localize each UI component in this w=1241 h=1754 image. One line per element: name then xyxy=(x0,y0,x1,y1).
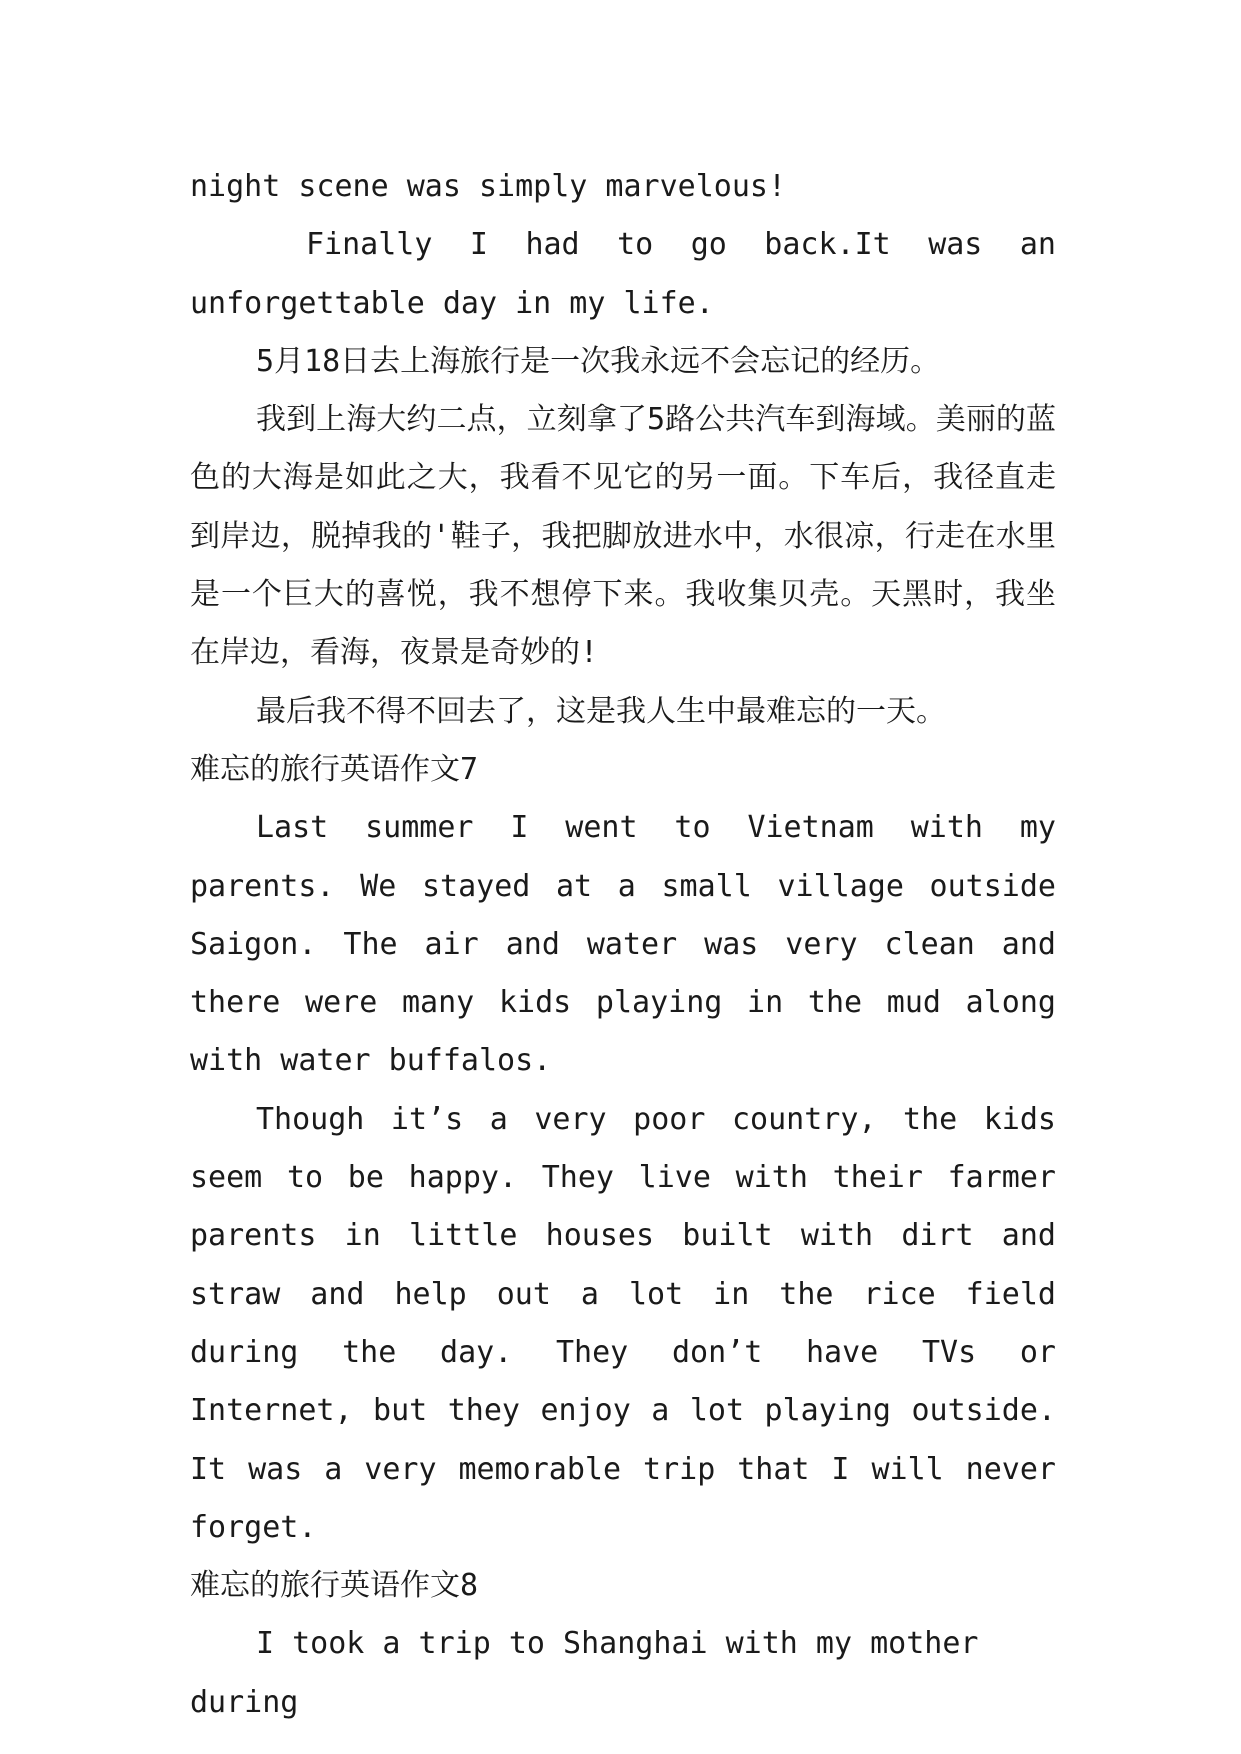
paragraph-continuation: night scene was simply marvelous! xyxy=(190,169,787,204)
word: go xyxy=(690,227,727,263)
paragraph-vietnam-intro: Last summer I went to Vietnam with my parents. We stayed at a small village outside Saigon. The air and water was very clean and there were many kids playing in the mud along with water buffalos. xyxy=(190,810,1056,1079)
essay-heading-7: 难忘的旅行英语作文7 xyxy=(190,751,479,787)
paragraph-chinese-closing: 最后我不得不回去了，这是我人生中最难忘的一天。 xyxy=(256,693,946,729)
paragraph-chinese-body: 我到上海大约二点，立刻拿了5路公共汽车到海域。美丽的蓝色的大海是如此之大，我看不见它的另一面。下车后，我径直走到岸边，脱掉我的'鞋子，我把脚放进水中，水很凉，行走在水里是一个巨大的喜悦，我不想停下来。我收集贝壳。天黑时，我坐在岸边，看海，夜景是奇妙的! xyxy=(190,402,1056,671)
word: to xyxy=(617,227,654,263)
essay-heading-8: 难忘的旅行英语作文8 xyxy=(190,1568,479,1604)
word: Finally xyxy=(306,227,433,263)
paragraph-finally-line xyxy=(190,216,1056,274)
paragraph-finally-tail: unforgettable day in my life. xyxy=(190,285,714,321)
word: an xyxy=(1019,227,1056,263)
word: back.It xyxy=(764,227,891,263)
document-body xyxy=(190,158,1056,1732)
paragraph-vietnam-body: Though it’s a very poor country, the kids seem to be happy. They live with their farmer parents in little houses built with dirt and straw and help out a lot in the rice field during the day. They don’t have TVs or Internet, but they enjoy a lot playing outside. It was a very memorable trip that I will never forget. xyxy=(190,1101,1056,1545)
word: I xyxy=(469,227,488,263)
word: had xyxy=(525,227,580,263)
paragraph-shanghai-intro: I took a trip to Shanghai with my mother during xyxy=(190,1626,979,1720)
paragraph-chinese-intro: 5月18日去上海旅行是一次我永远不会忘记的经历。 xyxy=(256,343,941,379)
word: was xyxy=(928,227,983,263)
